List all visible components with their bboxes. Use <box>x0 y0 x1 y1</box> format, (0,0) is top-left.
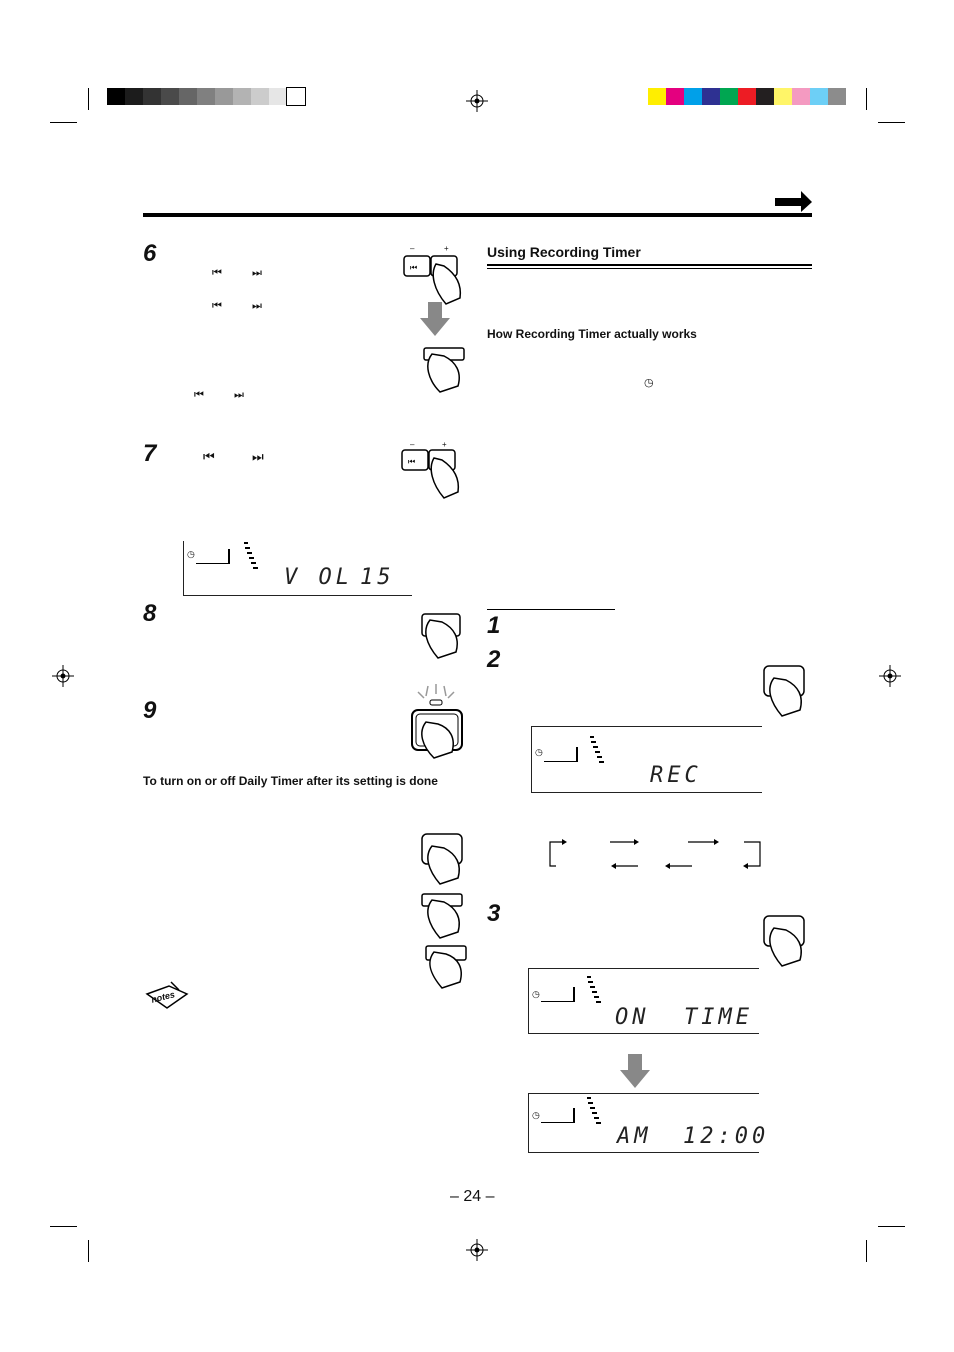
timer-indicator-box <box>541 987 575 1002</box>
display-vol-label: V OL <box>284 565 353 590</box>
display-ampm: AM <box>617 1124 652 1149</box>
crop-mark <box>50 122 77 123</box>
next-skip-icon: ⏭ <box>252 266 262 279</box>
minus-mark: – <box>410 440 415 449</box>
calibration-swatch <box>269 88 287 105</box>
skip-buttons-hand-icon <box>398 440 462 506</box>
skip-buttons-hand-icon <box>400 244 464 310</box>
clock-icon: ◷ <box>187 549 195 559</box>
calibration-swatch <box>774 88 792 105</box>
down-arrow-icon <box>620 1054 650 1088</box>
calibration-swatch <box>810 88 828 105</box>
heading-rule <box>487 264 812 266</box>
step-number: 1 <box>487 612 501 639</box>
next-skip-icon: ⏭ <box>252 450 264 465</box>
step-number: 9 <box>143 697 157 724</box>
calibration-swatch <box>215 88 233 105</box>
calibration-swatch <box>251 88 269 105</box>
button-press-hand-icon <box>760 664 812 718</box>
continue-arrow-icon <box>775 190 813 212</box>
page-number: – 24 – <box>450 1188 495 1205</box>
button-press-hand-icon <box>418 944 470 990</box>
button-press-hand-icon <box>410 342 470 394</box>
level-indicator-icon <box>585 1096 603 1128</box>
calibration-swatch <box>125 88 143 105</box>
rec-display <box>531 726 762 793</box>
button-press-hand-icon <box>414 612 466 660</box>
calibration-swatch <box>287 88 305 105</box>
heading-rule-thin <box>487 268 812 269</box>
display-on-time-text: ON TIME <box>615 1005 753 1030</box>
calibration-swatch <box>161 88 179 105</box>
timer-indicator-box <box>196 549 230 564</box>
step-number: 6 <box>143 240 157 267</box>
section-divider <box>487 609 615 610</box>
plus-mark: + <box>442 440 447 449</box>
on-time-display <box>528 968 759 1034</box>
clock-icon: ◷ <box>532 989 540 999</box>
daily-timer-subheading: To turn on or off Daily Timer after its setting is done <box>143 774 438 788</box>
registration-target-icon <box>52 665 74 687</box>
button-press-hand-icon <box>418 892 470 940</box>
calibration-swatch <box>684 88 702 105</box>
timer-indicator-box <box>544 747 578 762</box>
crop-mark <box>88 88 89 110</box>
next-skip-icon: ⏭ <box>252 299 262 312</box>
minus-mark: – <box>410 244 415 253</box>
timer-indicator-box <box>541 1108 575 1123</box>
calibration-swatch <box>720 88 738 105</box>
clock-time-display <box>528 1093 770 1153</box>
crop-mark <box>878 1226 905 1227</box>
step-number: 3 <box>487 900 501 927</box>
level-indicator-icon <box>588 735 606 767</box>
volume-display <box>183 541 412 596</box>
svg-text:⏮: ⏮ <box>408 457 416 466</box>
mode-cycle-diagram <box>548 832 764 872</box>
svg-text:⏮: ⏮ <box>410 263 418 272</box>
prev-skip-icon: ⏮ <box>194 388 204 401</box>
step-number: 8 <box>143 600 157 627</box>
registration-target-icon <box>466 1239 488 1261</box>
calibration-swatch <box>107 88 125 105</box>
clock-icon: ◷ <box>644 377 654 389</box>
calibration-swatch <box>738 88 756 105</box>
header-rule <box>143 213 812 217</box>
level-indicator-icon <box>242 541 260 571</box>
registration-target-icon <box>466 90 488 112</box>
timer-button-lit-icon <box>404 684 468 760</box>
skip-buttons-illustration <box>398 440 462 506</box>
step-number: 2 <box>487 646 501 673</box>
display-vol-value: 15 <box>360 565 395 590</box>
clock-icon: ◷ <box>535 747 543 757</box>
calibration-swatch <box>197 88 215 105</box>
crop-mark <box>866 1240 867 1262</box>
calibration-swatch <box>792 88 810 105</box>
display-time: 12:00 <box>683 1124 770 1149</box>
registration-target-icon <box>879 665 901 687</box>
notes-label: notes <box>150 989 176 1005</box>
button-press-hand-icon <box>418 832 470 886</box>
skip-buttons-illustration <box>400 244 464 310</box>
calibration-swatch <box>666 88 684 105</box>
prev-skip-icon: ⏮ <box>212 299 222 312</box>
button-press-hand-icon <box>760 914 812 968</box>
how-it-works-subheading: How Recording Timer actually works <box>487 327 697 341</box>
calibration-swatch <box>756 88 774 105</box>
crop-mark <box>866 88 867 110</box>
calibration-swatch <box>233 88 251 105</box>
crop-mark <box>88 1240 89 1262</box>
calibration-swatch <box>702 88 720 105</box>
level-indicator-icon <box>585 975 603 1007</box>
prev-skip-icon: ⏮ <box>203 450 215 465</box>
notes-icon <box>145 980 189 1012</box>
recording-timer-heading: Using Recording Timer <box>487 244 641 260</box>
prev-skip-icon: ⏮ <box>212 266 222 279</box>
clock-icon: ◷ <box>532 1110 540 1120</box>
calibration-swatch <box>648 88 666 105</box>
crop-mark <box>878 122 905 123</box>
display-rec-text: REC <box>650 763 702 788</box>
calibration-swatch <box>828 88 846 105</box>
crop-mark <box>50 1226 77 1227</box>
step-number: 7 <box>143 440 157 467</box>
calibration-swatch <box>179 88 197 105</box>
down-arrow-icon <box>420 302 450 336</box>
next-skip-icon: ⏭ <box>234 388 244 401</box>
plus-mark: + <box>444 244 449 253</box>
calibration-swatch <box>143 88 161 105</box>
